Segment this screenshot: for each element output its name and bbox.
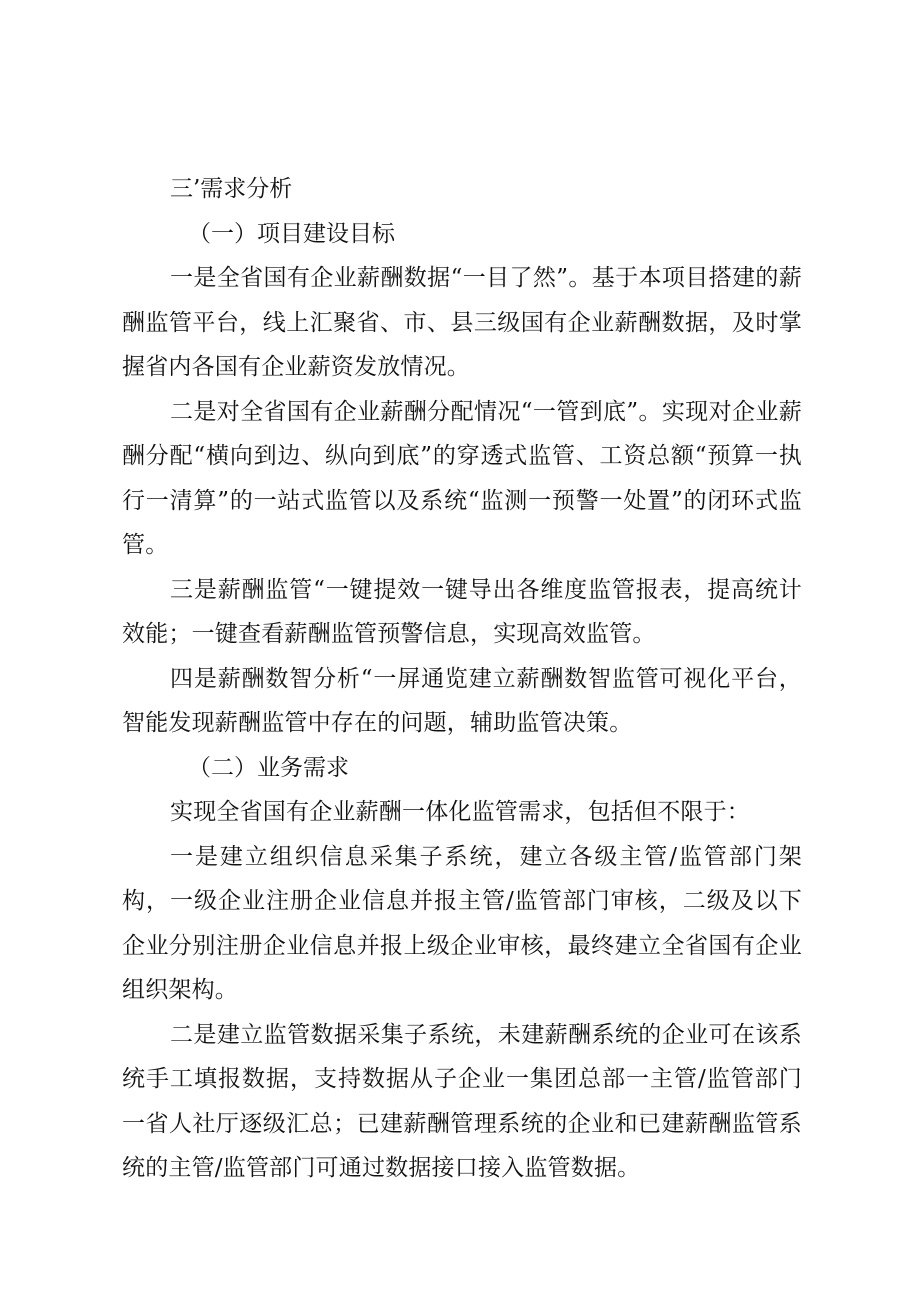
document-page xyxy=(122,167,802,1191)
requirement-paragraph-2: 二是建立监管数据采集子系统，未建薪酬系统的企业可在该系统手工填报数据，支持数据从子企业一集团总部一主管/监管部门一省人社厅逐级汇总；已建薪酬管理系统的企业和已建薪酬监管系统的主管/监管部门可通过数据接口接入监管数据。 xyxy=(122,1021,802,1181)
subsection-title-goals: （一）项目建设目标 xyxy=(188,220,395,247)
subsection-title-requirements: （二）业务需求 xyxy=(188,754,349,781)
requirement-paragraph-intro: 实现全省国有企业薪酬一体化监管需求，包括但不限于： xyxy=(170,799,750,825)
goal-paragraph-1: 一是全省国有企业薪酬数据“一目了然”。基于本项目搭建的薪酬监管平台，线上汇聚省、市、县三级国有企业薪酬数据，及时掌握省内各国有企业薪资发放情况。 xyxy=(122,265,802,380)
section-title: 三’需求分析 xyxy=(170,176,293,202)
goal-paragraph-2: 二是对全省国有企业薪酬分配情况“一管到底”。实现对企业薪酬分配“横向到边、纵向到底”的穿透式监管、工资总额“预算一执行一清算”的一站式监管以及系统“监测一预警一处置”的闭环式监管。 xyxy=(122,398,802,558)
requirement-paragraph-1: 一是建立组织信息采集子系统，建立各级主管/监管部门架构，一级企业注册企业信息并报主管/监管部门审核，二级及以下企业分别注册企业信息并报上级企业审核，最终建立全省国有企业组织架构。 xyxy=(122,843,802,1003)
goal-paragraph-3: 三是薪酬监管“一键提效一键导出各维度监管报表，提高统计效能；一键查看薪酬监管预警信息，实现高效监管。 xyxy=(122,576,802,647)
goal-paragraph-4: 四是薪酬数智分析“一屏通览建立薪酬数智监管可视化平台，智能发现薪酬监管中存在的问题，辅助监管决策。 xyxy=(122,665,802,736)
